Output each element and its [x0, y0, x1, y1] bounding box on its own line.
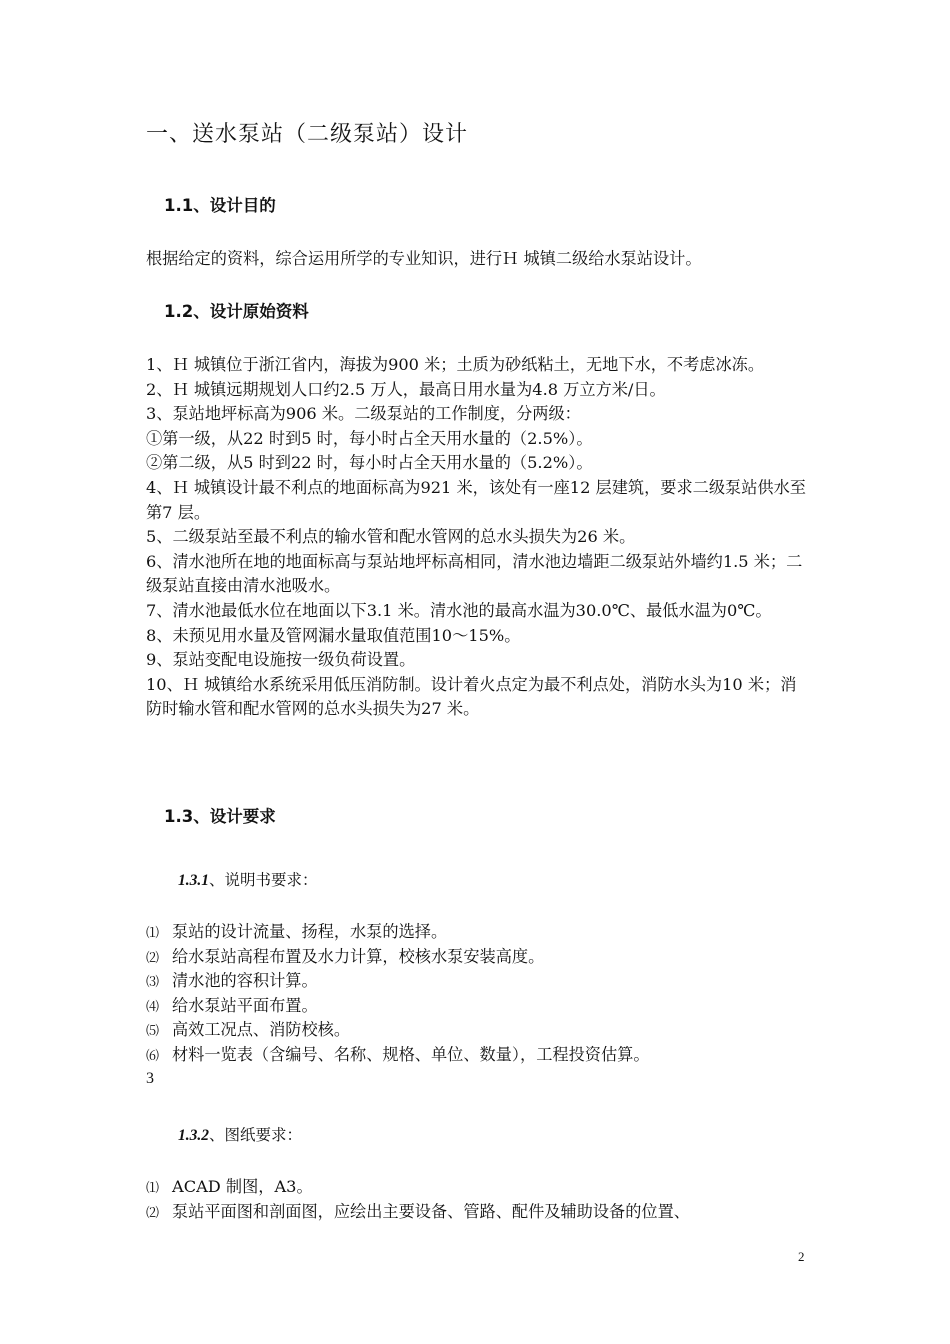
page-number: 2 [798, 1249, 805, 1264]
stray-text: 3 [146, 1070, 154, 1087]
item-text: 给水泵站高程布置及水力计算，校核水泵安装高度。 [172, 946, 545, 966]
heading-1-3-1 [178, 869, 318, 892]
raw-data-list [146, 353, 806, 722]
list-item: 10、Ｈ 城镇给水系统采用低压消防制。设计着火点定为最不利点处，消防水头为10 米；消防时输水管和配水管网的总水头损失为27 米。 [146, 674, 797, 719]
paragraph-purpose: 根据给定的资料，综合运用所学的专业知识，进行Ｈ 城镇二级给水泵站设计。 [146, 249, 702, 268]
list-item: 1、Ｈ 城镇位于浙江省内，海拔为900 米；土质为砂纸粘土，无地下水，不考虑冰冻。 [146, 355, 765, 374]
heading-number: 1.3.2 [178, 1127, 209, 1144]
item-text: 泵站平面图和剖面图，应绘出主要设备、管路、配件及辅助设备的位置、 [172, 1201, 690, 1221]
list-item: ②第二级，从5 时到22 时，每小时占全天用水量的（5.2%）。 [146, 453, 593, 473]
list-item [146, 994, 806, 1019]
item-marker: ⑵ [146, 950, 160, 966]
list-item: 3、泵站地坪标高为906 米。二级泵站的工作制度，分两级： [146, 404, 581, 424]
item-text: ACAD 制图，A3。 [172, 1177, 313, 1196]
heading-1-3-2 [178, 1124, 302, 1147]
item-marker: ⑴ [146, 926, 160, 941]
item-text: 给水泵站平面布置。 [172, 995, 318, 1015]
heading-label: 、图纸要求： [209, 1126, 303, 1144]
drawing-requirements-list [146, 1175, 806, 1224]
manual-requirements-list [146, 920, 806, 1068]
list-item: 8、未预见用水量及管网漏水量取值范围10～15%。 [146, 625, 521, 645]
list-item [146, 1018, 806, 1043]
heading-number: 1.3.1 [178, 872, 209, 889]
item-marker: ⑹ [146, 1048, 160, 1064]
item-marker: ⑶ [146, 975, 160, 991]
item-marker: ⑸ [146, 1024, 160, 1040]
list-item [146, 920, 806, 945]
item-text: 清水池的容积计算。 [172, 971, 318, 991]
heading-1-2: 1.2、设计原始资料 [164, 302, 309, 321]
item-text: 材料一览表（含编号、名称、规格、单位、数量），工程投资估算。 [172, 1044, 650, 1064]
list-item [146, 1043, 806, 1068]
list-item: 6、清水池所在地的地面标高与泵站地坪标高相同，清水池边墙距二级泵站外墙约1.5 米；二级泵站直接由清水池吸水。 [146, 551, 803, 596]
list-item: 5、二级泵站至最不利点的输水管和配水管网的总水头损失为26 米。 [146, 527, 636, 547]
heading-1-1: 1.1、设计目的 [164, 196, 276, 215]
item-marker: ⑴ [146, 1181, 160, 1196]
list-item [146, 1175, 806, 1200]
list-item: 4、Ｈ 城镇设计最不利点的地面标高为921 米，该处有一座12 层建筑，要求二级泵站供水至第7 层。 [146, 477, 806, 522]
section-title: 一、送水泵站（二级泵站）设计 [146, 122, 469, 147]
list-item [146, 1200, 806, 1225]
heading-label: 、说明书要求： [209, 871, 318, 889]
list-item [146, 969, 806, 994]
item-marker: ⑷ [146, 999, 160, 1015]
item-marker: ⑵ [146, 1205, 160, 1221]
list-item: 9、泵站变配电设施按一级负荷设置。 [146, 650, 416, 670]
heading-1-3: 1.3、设计要求 [164, 807, 276, 826]
list-item: 7、清水池最低水位在地面以下3.1 米。清水池的最高水温为30.0℃、最低水温为0℃。 [146, 600, 772, 620]
list-item: 2、Ｈ 城镇远期规划人口约2.5 万人，最高日用水量为4.8 万立方米/日。 [146, 379, 666, 399]
list-item [146, 945, 806, 970]
list-item: ①第一级，从22 时到5 时，每小时占全天用水量的（2.5%）。 [146, 428, 593, 448]
item-text: 高效工况点、消防校核。 [172, 1020, 351, 1040]
item-text: 泵站的设计流量、扬程，水泵的选择。 [172, 922, 448, 941]
